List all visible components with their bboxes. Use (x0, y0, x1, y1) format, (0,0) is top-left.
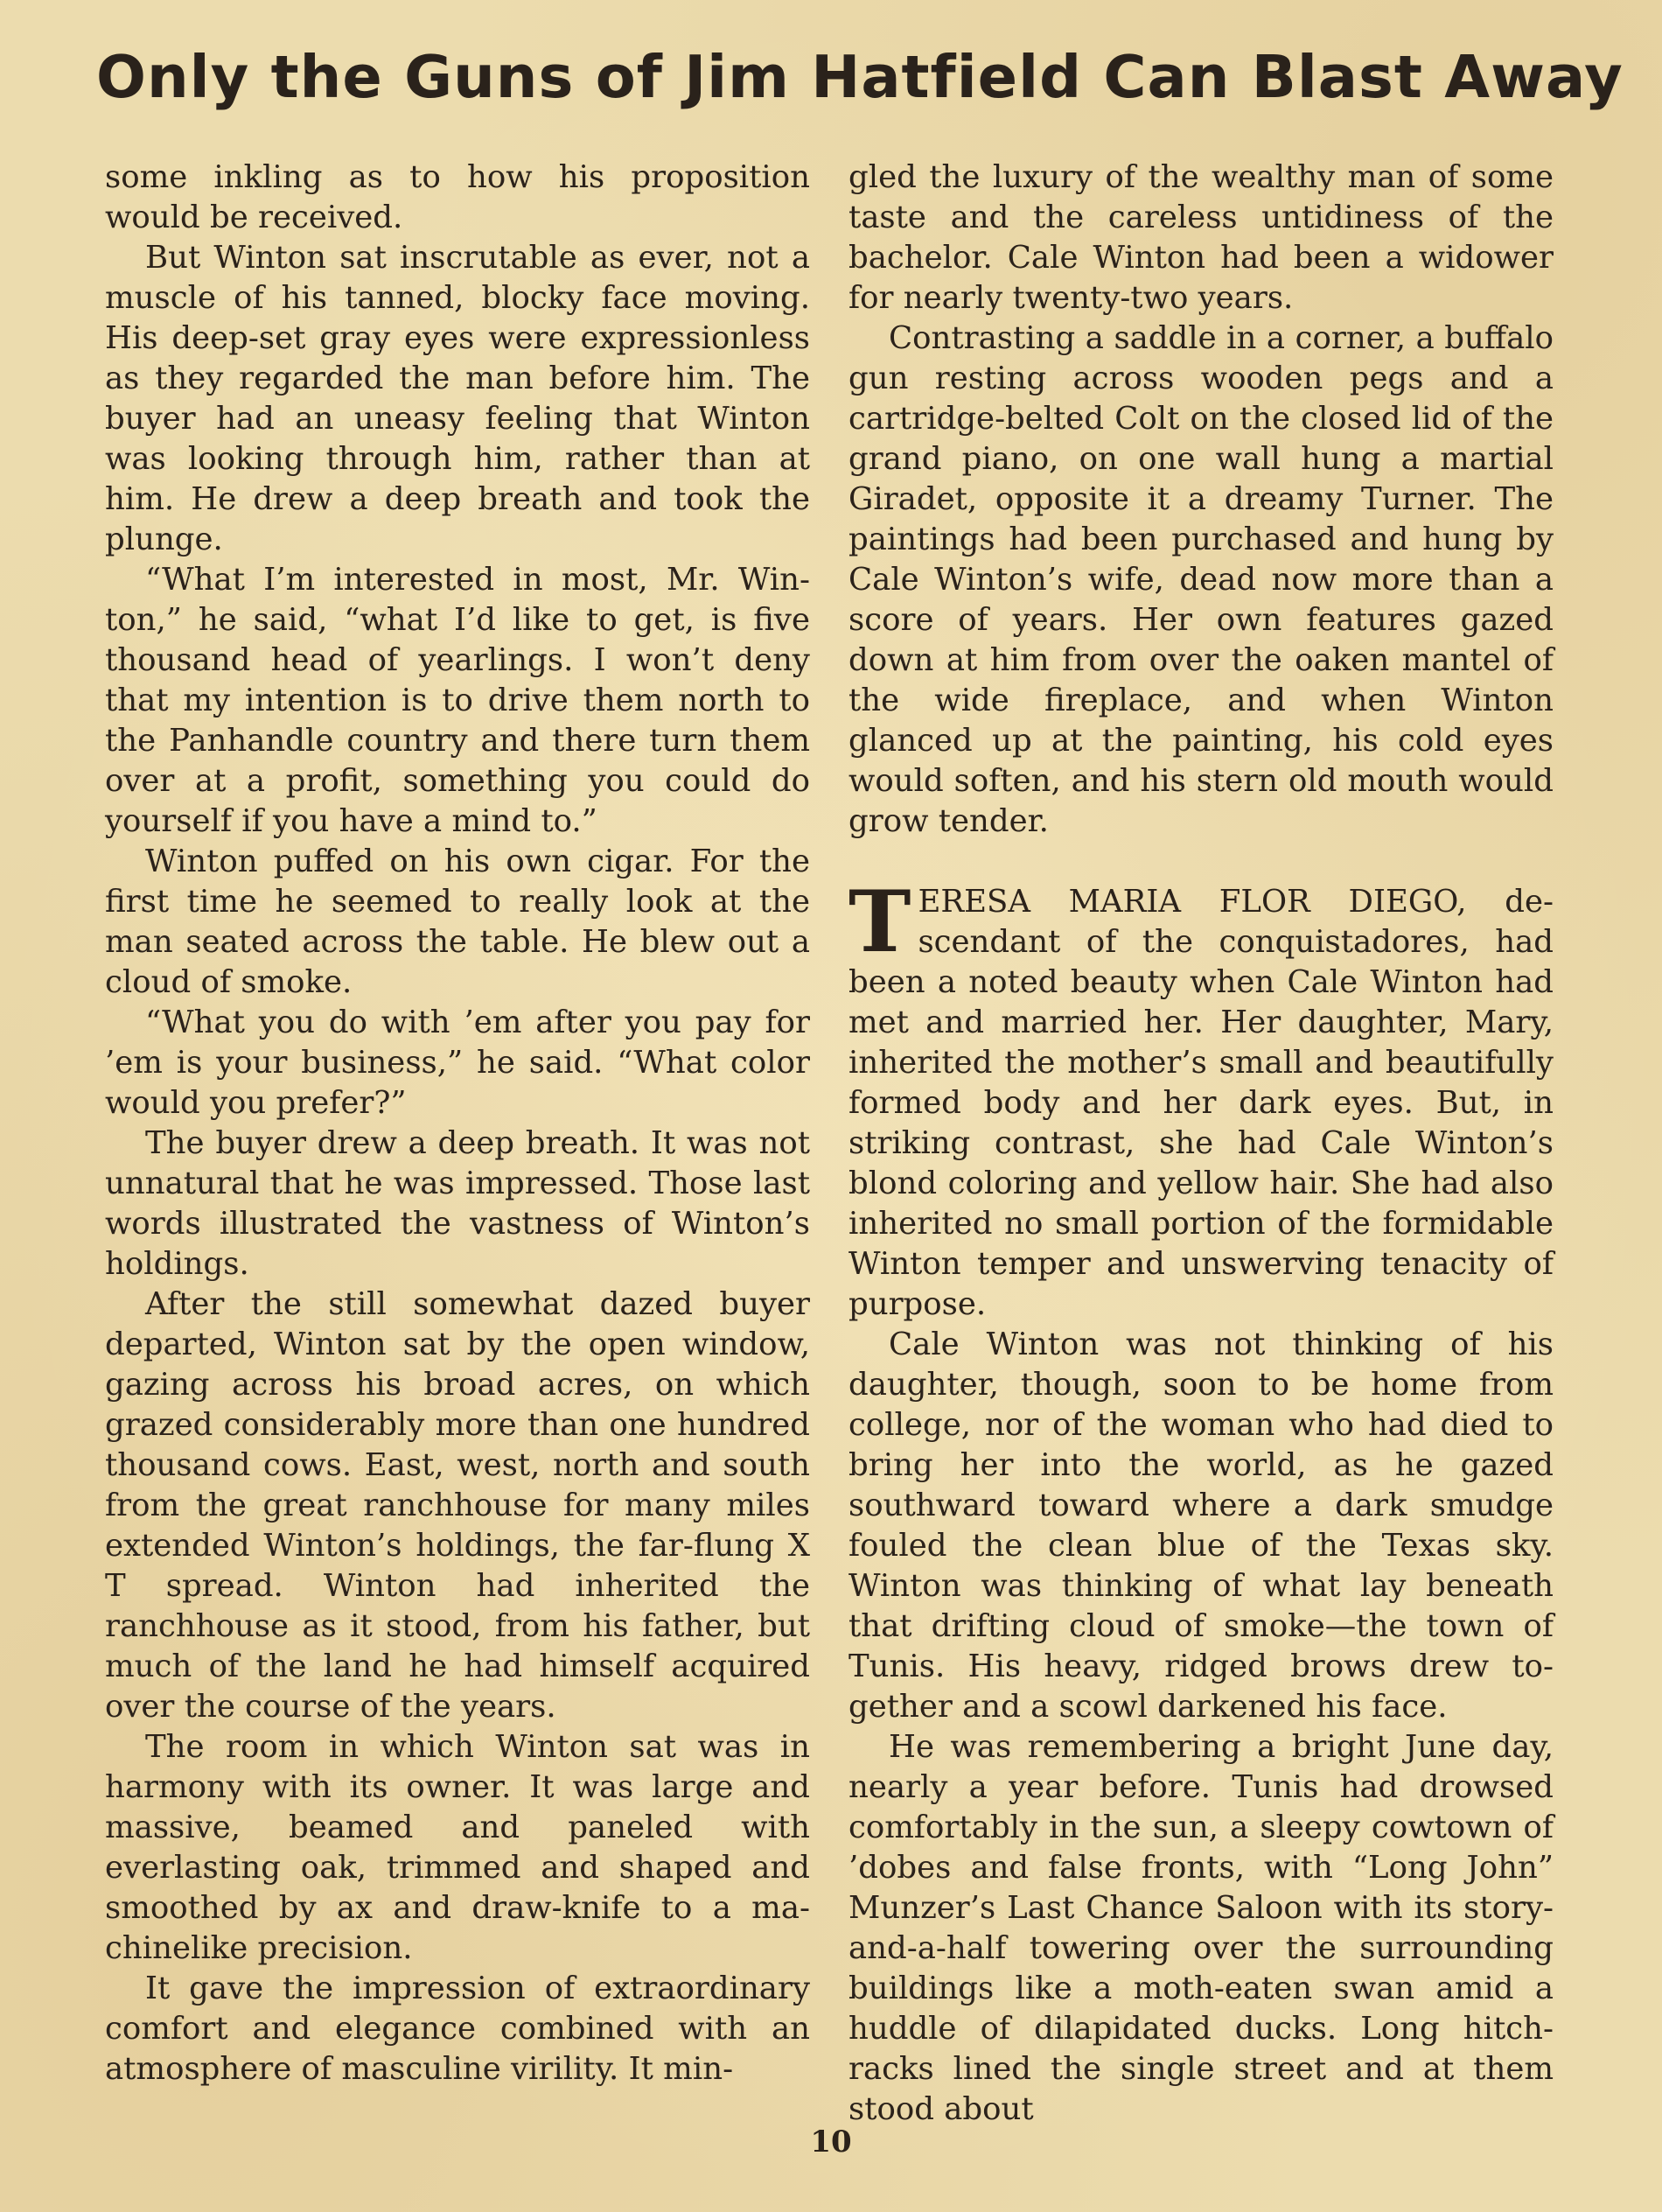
paragraph: Contrasting a saddle in a corner, a buffalo gun resting across wooden pegs and a cartridge-belted Colt on the closed lid of the grand piano, on one wall hung a martial Giradet, opposite it a dreamy Turner. The paintings had been purchased and hung by Cale Winton’s wife, dead now more than a score of years. Her own features gazed down at him from over the oaken mantel of the wide fireplace, and when Winton glanced up at the painting, his cold eyes would soften, and his stern old mouth would grow tender. (848, 320, 1554, 839)
paragraph: The room in which Winton sat was in harmony with its owner. It was large and massive, beamed and paneled with everlasting oak, trimmed and shaped and smoothed by ax and draw-knife to a machinelike precision. (105, 1729, 810, 1966)
paragraph: “What you do with ’em after you pay for ’em is your business,” he said. “What color would you prefer?” (105, 1004, 810, 1121)
page-number: 10 (810, 2124, 852, 2160)
page-headline: Only the Guns of Jim Hatfield Can Blast Away (96, 43, 1624, 111)
right-text-column (848, 158, 1554, 2130)
dropcap-paragraph-text: ERESA MARIA FLOR DIEGO, descendant of the conquistadores, had been a noted beauty when Cale Winton had met and married her. Her daughter, Mary, inherited the mother’s small and beautifully formed body and her dark eyes. But, in striking contrast, she had Cale Winton’s blond coloring and yellow hair. She had also inherited no small portion of the formidable Winton temper and unswerving tenacity of purpose. (848, 884, 1554, 1322)
paragraph: But Winton sat inscrutable as ever, not a muscle of his tanned, blocky face moving. His deep-set gray eyes were expressionless as they regarded the man before him. The buyer had an uneasy feeling that Winton was looking through him, rather than at him. He drew a deep breath and took the plunge. (105, 240, 810, 557)
left-text-column (105, 158, 810, 2090)
paragraph: After the still somewhat dazed buyer departed, Winton sat by the open window, gazing across his broad acres, on which grazed considerably more than one hundred thousand cows. East, west, north and south from the great ranchhouse for many miles extended Winton’s holdings, the far-flung X T spread. Winton had inherited the ranchhouse as it stood, from his father, but much of the land he had himself acquired over the course of the years. (105, 1286, 810, 1725)
dropcap-paragraph (848, 872, 1554, 1325)
paragraph: It gave the impression of extraordinary comfort and elegance combined with an atmosphere of masculine virility. It min- (105, 1970, 810, 2087)
paragraph: gled the luxury of the wealthy man of some taste and the careless untidiness of the bachelor. Cale Winton had been a widower for nearly twenty-two years. (848, 159, 1554, 316)
paragraph: “What I’m interested in most, Mr. Winton,” he said, “what I’d like to get, is five thousand head of yearlings. I won’t deny that my intention is to drive them north to the Panhandle country and there turn them over at a profit, something you could do yourself if you have a mind to.” (105, 562, 810, 839)
paragraph: some inkling as to how his proposition would be received. (105, 159, 810, 235)
paragraph: Cale Winton was not thinking of his daughter, though, soon to be home from college, nor of the woman who had died to bring her into the world, as he gazed southward toward where a dark smudge fouled the clean blue of the Texas sky. Winton was thinking of what lay beneath that drifting cloud of smoke—the town of Tunis. His heavy, ridged brows drew together and a scowl darkened his face. (848, 1326, 1554, 1725)
paragraph: He was remembering a bright June day, nearly a year before. Tunis had drowsed comfortably in the sun, a sleepy cowtown of ’dobes and false fronts, with “Long John” Munzer’s Last Chance Saloon with its story-and-a-half towering over the surrounding buildings like a moth-eaten swan amid a huddle of dilapidated ducks. Long hitch-racks lined the single street and at them stood about (848, 1729, 1554, 2127)
dropcap-letter: T (848, 872, 911, 971)
paragraph: Winton puffed on his own cigar. For the first time he seemed to really look at the man seated across the table. He blew out a cloud of smoke. (105, 844, 810, 1000)
paragraph: The buyer drew a deep breath. It was not unnatural that he was impressed. Those last words illustrated the vastness of Winton’s holdings. (105, 1125, 810, 1282)
